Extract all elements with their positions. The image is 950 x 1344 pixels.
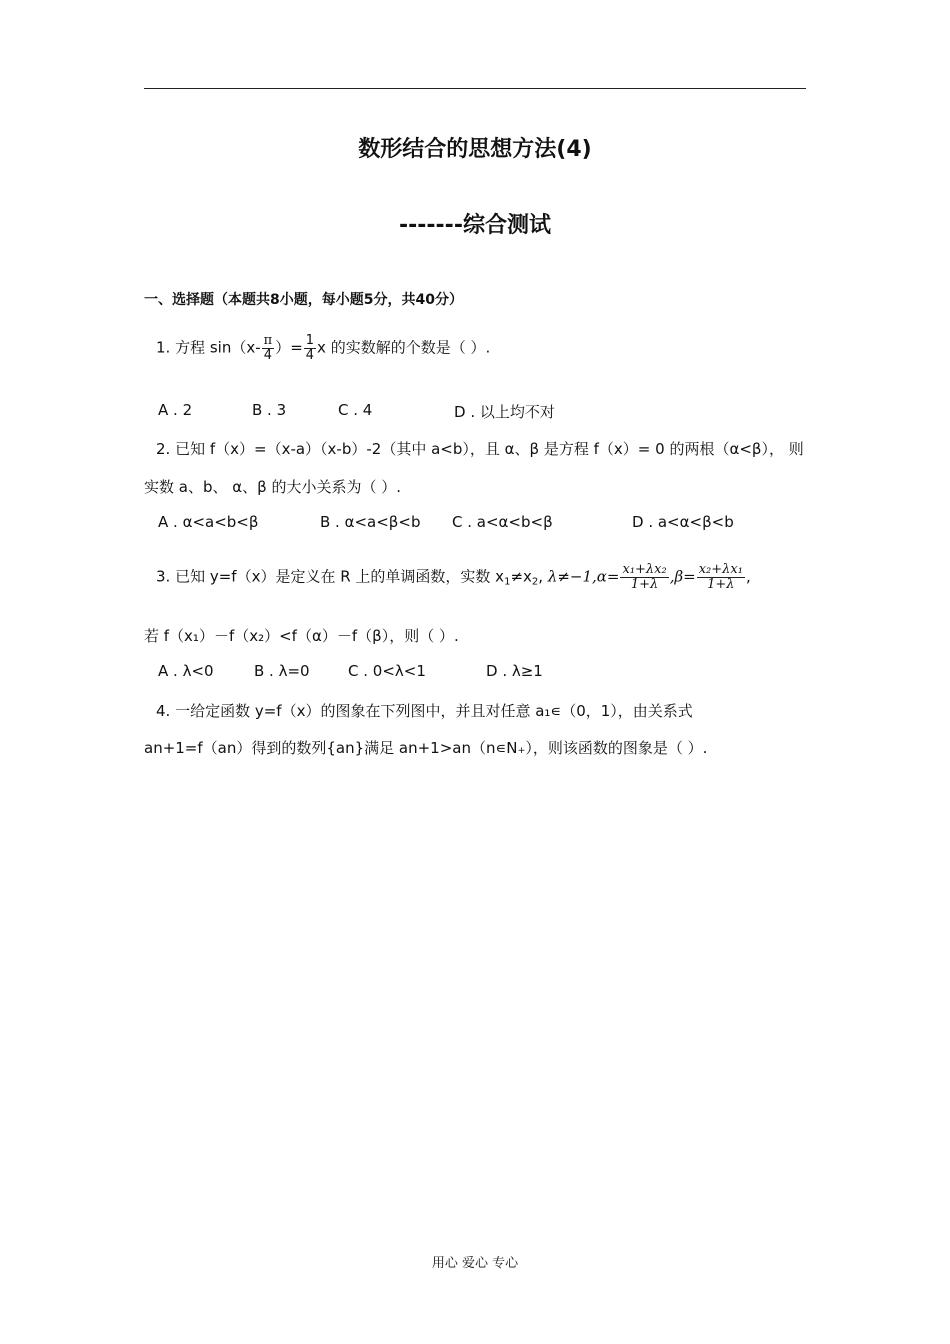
q1-option-a: A . 2 [158,401,193,419]
q3-tail: , [745,567,751,586]
q3-sub-1: 1 [504,576,511,588]
q3-option-d: D . λ≥1 [486,662,543,680]
q3-beta-fraction [697,563,745,591]
section-heading: 一、选择题（本题共8小题，每小题5分，共40分） [144,292,463,308]
q3-prefix: 3. 已知 y=f（x）是定义在 R 上的单调函数，实数 x [156,567,505,586]
q3-sub-2: 2 [531,576,539,588]
page-title: 数形结合的思想方法(4) [358,137,592,162]
question-1 [156,334,490,362]
q3-beta-den: 1+λ [707,576,735,592]
q3-beta-lhs: ,β= [669,567,696,586]
q3-alpha-num: x₁+λx₂ [622,562,667,577]
q1-suffix: x 的实数解的个数是（ ）. [317,338,491,357]
q1-fraction-pi-over-4 [262,334,275,362]
q3-alpha-lhs: ,α= [592,567,620,586]
q3-neq: ≠x [510,567,532,586]
q3-beta-num: x₂+λx₁ [698,562,743,577]
q1-frac1-den: 4 [263,347,273,363]
q1-frac2-num: 1 [305,333,315,348]
page-subtitle: -------综合测试 [399,213,551,238]
q1-frac2-den: 4 [305,347,315,363]
q3-line-2: 若 f（x₁）－f（x₂）<f（α）－f（β），则（ ）. [144,627,459,645]
q3-comma: , [538,567,544,586]
q4-line-1: 4. 一给定函数 y=f（x）的图象在下列图中，并且对任意 a₁∊（0，1），由关系式 [156,702,693,720]
q2-option-b: B . α<a<β<b [320,513,421,531]
q1-mid: ）= [275,338,303,357]
q2-line-1: 2. 已知 f（x）=（x-a）（x-b）-2（其中 a<b），且 α、β 是方程 f（x）= 0 的两根（α<β）， 则 [156,440,804,458]
q3-lambda-condition: λ≠−1 [547,567,593,586]
q1-option-d: D . 以上均不对 [454,403,555,421]
q4-line-2: an+1=f（an）得到的数列{an}满足 an+1>an（n∊N₊），则该函数的图象是（ ）. [144,739,708,757]
q1-fraction-one-quarter [304,334,316,362]
q2-option-c: C . a<α<b<β [452,513,553,531]
q2-option-a: A . α<a<b<β [158,513,259,531]
q1-option-b: B . 3 [252,401,287,419]
page-footer: 用心 爱心 专心 [431,1256,519,1271]
q3-option-a: A . λ<0 [158,662,214,680]
q2-line-2: 实数 a、b、 α、β 的大小关系为（ ）. [144,478,402,496]
q1-prefix: 1. 方程 sin（x- [156,338,261,357]
q3-alpha-den: 1+λ [630,576,659,592]
q3-option-c: C . 0<λ<1 [348,662,426,680]
q1-option-c: C . 4 [338,401,373,419]
q3-line-1 [156,563,751,591]
q2-option-d: D . a<α<β<b [632,513,734,531]
header-rule [144,88,806,89]
q3-option-b: B . λ=0 [254,662,310,680]
q1-frac1-num: π [263,333,273,348]
q3-alpha-fraction [620,563,668,591]
